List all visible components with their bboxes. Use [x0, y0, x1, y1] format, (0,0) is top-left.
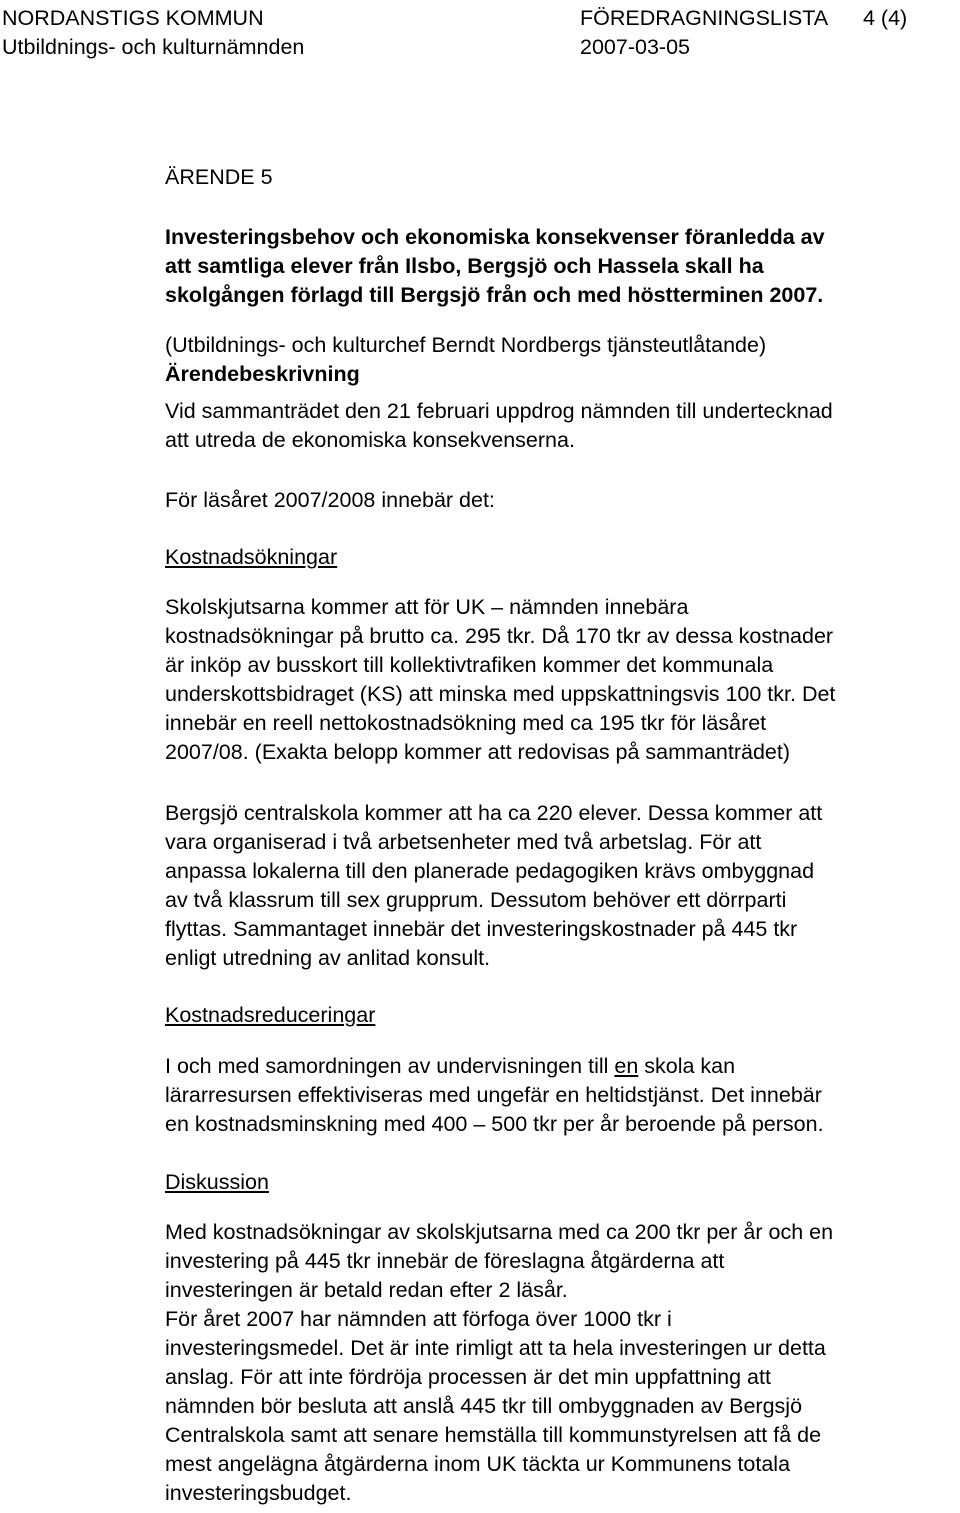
- paragraph-line: enligt utredning av anlitad konsult.: [165, 946, 491, 970]
- item-number: ÄRENDE 5: [165, 165, 273, 189]
- header-row-1: [2, 4, 942, 33]
- discussion-heading: Diskussion: [165, 1170, 269, 1194]
- paragraph-line: innebär en reell nettokostnadsökning med ca 195 tkr för läsåret: [165, 711, 767, 735]
- cost-increases-heading: Kostnadsökningar: [165, 545, 338, 569]
- paragraph-line: investeringsbudget.: [165, 1481, 352, 1505]
- item-title: [165, 223, 960, 310]
- organization-name: NORDANSTIGS KOMMUN: [2, 6, 264, 30]
- item-author: (Utbildnings- och kulturchef Berndt Nordbergs tjänsteutlåtande): [165, 333, 767, 357]
- paragraph-line: Bergsjö centralskola kommer att ha ca 220 elever. Dessa kommer att: [165, 801, 823, 825]
- cost-increases-paragraph-1: [165, 593, 960, 767]
- description-heading: Ärendebeskrivning: [165, 362, 360, 386]
- school-year-intro: För läsåret 2007/2008 innebär det:: [165, 488, 495, 512]
- paragraph-line: anslag. För att inte fördröja processen är det min uppfattning att: [165, 1365, 771, 1389]
- cost-reductions-heading: Kostnadsreduceringar: [165, 1003, 376, 1027]
- paragraph-line: investering på 445 tkr innebär de föreslagna åtgärderna att: [165, 1249, 725, 1273]
- document-type: FÖREDRAGNINGSLISTA: [580, 6, 829, 30]
- paragraph-line: Skolskjutsarna kommer att för UK – nämnden innebära: [165, 595, 689, 619]
- paragraph-line: Centralskola samt att senare hemställa till kommunstyrelsen att få de: [165, 1423, 822, 1447]
- paragraph-line: en kostnadsminskning med 400 – 500 tkr per år beroende på person.: [165, 1112, 824, 1136]
- meeting-date: 2007-03-05: [580, 35, 690, 59]
- paragraph-line: Vid sammanträdet den 21 februari uppdrog nämnden till undertecknad: [165, 399, 833, 423]
- discussion-paragraph: [165, 1218, 960, 1508]
- paragraph-line: att utreda de ekonomiska konsekvenserna.: [165, 428, 575, 452]
- paragraph-line: av två klassrum till sex grupprum. Dessutom behöver ett dörrparti: [165, 888, 787, 912]
- paragraph-line: lärarresursen effektiviseras med ungefär en heltidstjänst. Det innebär: [165, 1083, 822, 1107]
- item-title-line: att samtliga elever från Ilsbo, Bergsjö och Hassela skall ha: [165, 254, 764, 278]
- item-title-line: skolgången förlagd till Bergsjö från och med höstterminen 2007.: [165, 283, 824, 307]
- paragraph-line: är inköp av busskort till kollektivtrafiken kommer det kommunala: [165, 653, 774, 677]
- emphasized-word: en: [614, 1054, 639, 1078]
- paragraph-line: vara organiserad i två arbetsenheter med två arbetslag. För att: [165, 830, 762, 854]
- paragraph-line: flyttas. Sammantaget innebär det investeringskostnader på 445 tkr: [165, 917, 798, 941]
- paragraph-line: investeringen är betald redan efter 2 läsår.: [165, 1278, 568, 1302]
- description-paragraph: [165, 397, 960, 455]
- paragraph-line: underskottsbidraget (KS) att minska med uppskattningsvis 100 tkr. Det: [165, 682, 836, 706]
- paragraph-line: kostnadsökningar på brutto ca. 295 tkr. Då 170 tkr av dessa kostnader: [165, 624, 834, 648]
- paragraph-line: investeringsmedel. Det är inte rimligt att ta hela investeringen ur detta: [165, 1336, 826, 1360]
- paragraph-line: mest angelägna åtgärderna inom UK täckta ur Kommunens totala: [165, 1452, 791, 1476]
- committee-name: Utbildnings- och kulturnämnden: [2, 35, 305, 59]
- document-header: [2, 4, 942, 62]
- header-row-2: [2, 33, 942, 62]
- page-number: 4 (4): [863, 6, 908, 30]
- cost-increases-paragraph-2: [165, 799, 960, 973]
- paragraph-line: nämnden bör besluta att anslå 445 tkr till ombyggnaden av Bergsjö: [165, 1394, 803, 1418]
- item-title-line: Investeringsbehov och ekonomiska konsekvenser föranledda av: [165, 225, 825, 249]
- paragraph-line: Med kostnadsökningar av skolskjutsarna med ca 200 tkr per år och en: [165, 1220, 834, 1244]
- paragraph-line: anpassa lokalerna till den planerade pedagogiken krävs ombyggnad: [165, 859, 815, 883]
- paragraph-line: För året 2007 har nämnden att förfoga över 1000 tkr i: [165, 1307, 672, 1331]
- paragraph-line: I och med samordningen av undervisningen till en skola kan: [165, 1054, 736, 1078]
- paragraph-line: 2007/08. (Exakta belopp kommer att redovisas på sammanträdet): [165, 740, 791, 764]
- cost-reductions-paragraph: [165, 1052, 960, 1139]
